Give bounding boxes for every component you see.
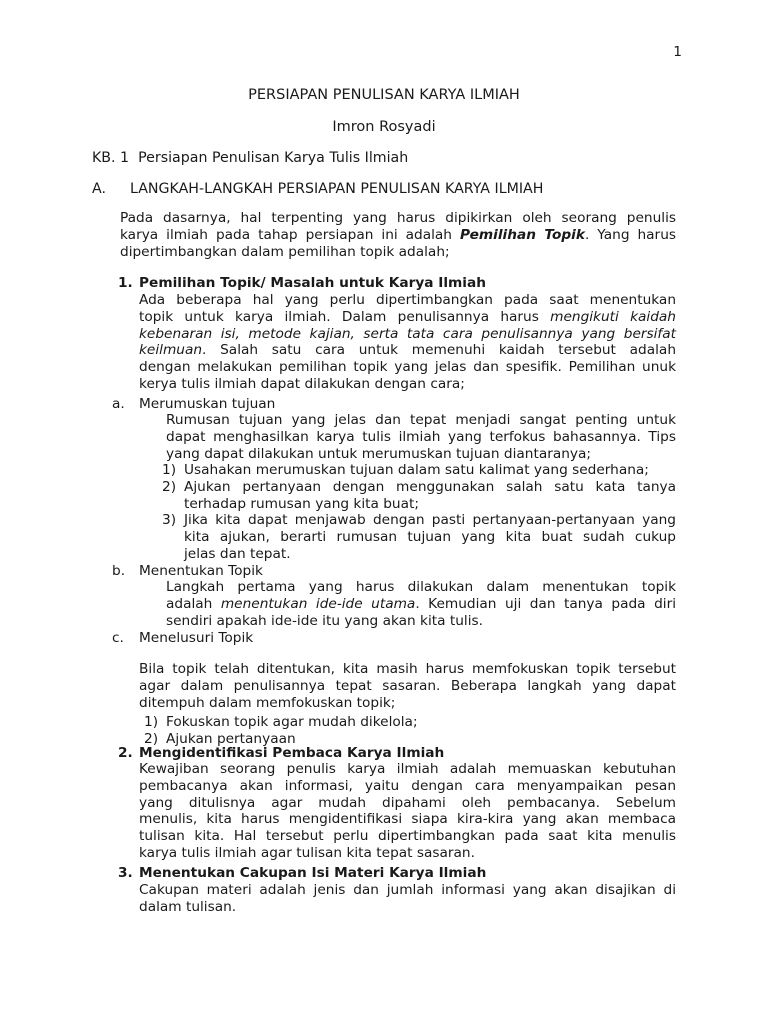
page-number: 1: [673, 44, 682, 60]
paragraph-line: agar dalam penulisannya tepat sasaran. Beberapa langkah yang dapat: [139, 677, 676, 694]
paragraph-line: Rumusan tujuan yang jelas dan tepat menjadi sangat penting untuk: [166, 412, 676, 428]
paragraph-line: dapat menghasilkan karya tulis ilmiah yang terfokus bahasannya. Tips: [166, 428, 676, 445]
paragraph-line: yang ditulisnya agar mudah dipahami oleh pembacanya. Sebelum: [139, 794, 676, 811]
paragraph-line: dalam tulisan.: [139, 898, 237, 915]
paragraph-line: Bila topik telah ditentukan, kita masih harus memfokuskan topik tersebut: [139, 661, 676, 677]
sub-letter: a.: [112, 396, 125, 412]
sub-letter: c.: [112, 630, 124, 646]
paragraph-line: karya tulis ilmiah agar tulisan kita tepat sasaran.: [139, 844, 475, 861]
item-2-title: Mengidentifikasi Pembaca Karya Ilmiah: [139, 745, 445, 761]
paragraph-line: pembacanya akan informasi, yaitu dengan cara menyampaikan pesan: [139, 777, 676, 794]
sub-a-paragraph: [166, 412, 676, 462]
list-item: 1) Fokuskan topik agar mudah dikelola;: [144, 714, 418, 730]
item-number: 3.: [118, 865, 133, 881]
intro-line: Pada dasarnya, hal terpenting yang harus dipikirkan oleh seorang penulis: [120, 210, 676, 226]
author-name: Imron Rosyadi: [332, 119, 436, 135]
item-2-paragraph: [139, 761, 676, 862]
item-3-title: Menentukan Cakupan Isi Materi Karya Ilmiah: [139, 865, 487, 881]
paragraph-line: dengan melakukan pemilihan topik yang jelas dan spesifik. Pemilihan unuk: [139, 359, 676, 376]
kb-heading: KB. 1 Persiapan Penulisan Karya Tulis Ilmiah: [92, 150, 409, 166]
sub-b-title: Menentukan Topik: [139, 563, 263, 579]
paragraph-line: ditempuh dalam memfokuskan topik;: [139, 694, 396, 711]
list-item: 2) Ajukan pertanyaan: [144, 730, 296, 747]
document-title: PERSIAPAN PENULISAN KARYA ILMIAH: [248, 87, 520, 103]
paragraph-line: kerya tulis ilmiah dapat dilakukan dengan cara;: [139, 375, 465, 392]
section-a-title: LANGKAH-LANGKAH PERSIAPAN PENULISAN KARYA ILMIAH: [130, 181, 544, 197]
steps-list: [144, 714, 664, 748]
section-a-letter: A.: [92, 181, 106, 197]
paragraph-line: tulisan kita. Hal tersebut perlu dipertimbangkan pada saat kita menulis: [139, 828, 676, 845]
item-number: 2.: [118, 745, 133, 761]
sub-c-paragraph: [139, 661, 676, 711]
item-1-title: Pemilihan Topik/ Masalah untuk Karya Ilmiah: [139, 275, 486, 291]
list-item: 1) Usahakan merumuskan tujuan dalam satu kalimat yang sederhana;: [162, 462, 649, 478]
intro-line: karya ilmiah pada tahap persiapan ini adalah Pemilihan Topik. Yang harus: [120, 226, 676, 243]
tips-list: [162, 462, 676, 563]
paragraph-line: Ada beberapa hal yang perlu dipertimbangkan pada saat menentukan: [139, 292, 676, 308]
paragraph-line: Cakupan materi adalah jenis dan jumlah informasi yang akan disajikan di: [139, 882, 676, 898]
sub-c-title: Menelusuri Topik: [139, 630, 254, 646]
paragraph-line: kebenaran isi, metode kajian, serta tata cara penulisannya yang bersifat: [139, 325, 676, 342]
intro-paragraph: [120, 210, 676, 260]
paragraph-line: Kewajiban seorang penulis karya ilmiah adalah memuaskan kebutuhan: [139, 761, 676, 777]
paragraph-line: sendiri apakah ide-ide itu yang akan kita tulis.: [166, 612, 484, 629]
item-3-paragraph: [139, 882, 676, 916]
sub-b-paragraph: [166, 579, 676, 629]
paragraph-line: yang dapat dilakukan untuk merumuskan tujuan diantaranya;: [166, 445, 592, 462]
paragraph-line: topik untuk karya ilmiah. Dalam penulisannya harus mengikuti kaidah: [139, 308, 676, 325]
emphasis-text: Pemilihan Topik: [459, 226, 585, 243]
list-item: 3) Jika kita dapat menjawab dengan pasti pertanyaan-pertanyaan yang kita ajukan, berarti rumusan tujuan yang kita buat sudah cukup jelas dan tepat.: [162, 512, 676, 562]
paragraph-line: Langkah pertama yang harus dilakukan dalam menentukan topik: [166, 579, 676, 595]
paragraph-line: adalah menentukan ide-ide utama. Kemudian uji dan tanya pada diri: [166, 595, 676, 612]
list-item: 2) Ajukan pertanyaan dengan menggunakan salah satu kata tanya terhadap rumusan yang kita buat;: [162, 478, 676, 512]
item-number: 1.: [118, 275, 133, 291]
paragraph-line: keilmuan. Salah satu cara untuk memenuhi kaidah tersebut adalah: [139, 342, 676, 359]
sub-a-title: Merumuskan tujuan: [139, 396, 276, 412]
intro-line: dipertimbangkan dalam pemilihan topik adalah;: [120, 243, 450, 260]
paragraph-line: menulis, kita harus mengidentifikasi siapa kira-kira yang akan membaca: [139, 811, 676, 828]
sub-letter: b.: [112, 563, 126, 579]
item-1-paragraph: [139, 292, 676, 393]
